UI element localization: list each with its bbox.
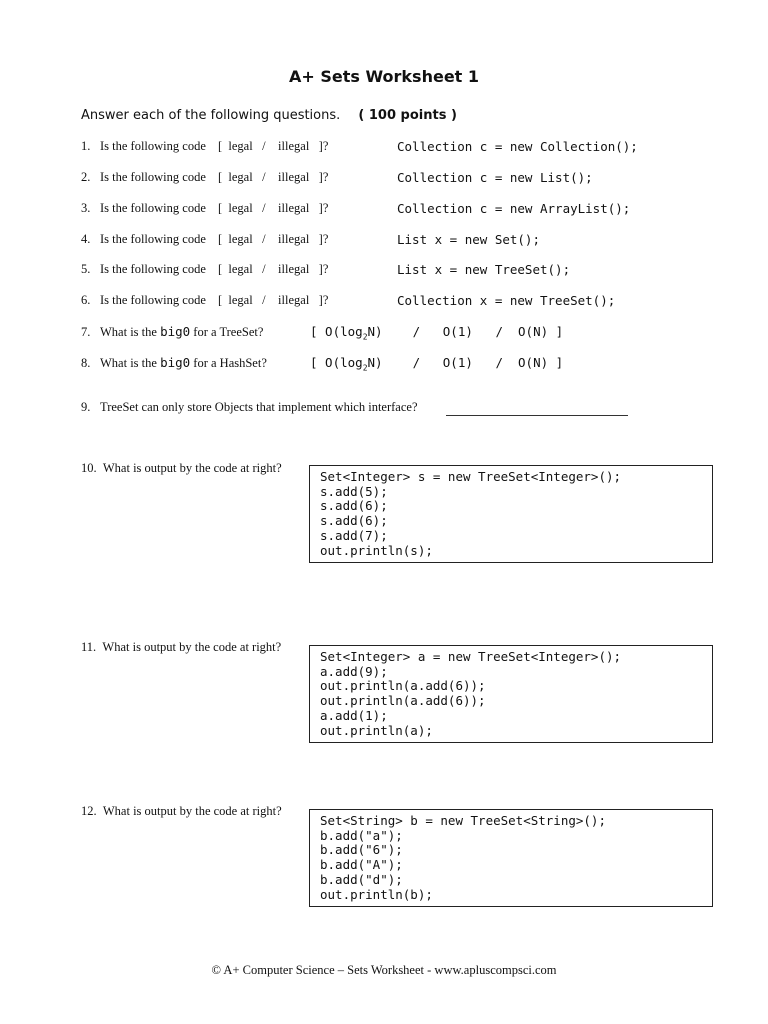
question-prompt-b: for a TreeSet? [190,325,264,339]
question-5 [81,262,571,277]
question-4 [81,232,540,247]
question-6 [81,293,616,308]
code-line: a.add(1); [320,707,388,723]
question-12 [81,804,282,819]
code-line: s.add(7); [320,527,388,543]
question-prompt: What is output by the code at right? [102,461,282,475]
code-line: out.println(a.add(6)); [320,678,486,694]
legal-illegal-choice: [ legal / illegal ]? [218,262,329,276]
question-number: 11. [81,640,97,654]
code-line: b.add("d"); [320,871,403,887]
legal-illegal-choice: [ legal / illegal ]? [218,232,329,246]
legal-illegal-choice: [ legal / illegal ]? [218,293,329,307]
code-line: Set<String> b = new TreeSet<String>(); [320,813,606,828]
question-number: 9. [81,400,91,414]
question-number: 8. [81,356,91,370]
code-snippet: Collection x = new TreeSet(); [397,293,616,308]
code-snippet: Collection c = new ArrayList(); [397,201,631,216]
question-prompt: Is the following code [100,170,206,184]
bigo-term: big0 [160,355,191,370]
question-prompt: Is the following code [100,293,206,307]
question-2 [81,170,593,185]
code-line: s.add(6); [320,498,388,514]
code-line: s.add(5); [320,483,388,499]
code-snippet: List x = new TreeSet(); [397,262,571,277]
code-line: s.add(6); [320,513,388,529]
question-10 [81,461,282,476]
code-line: Set<Integer> a = new TreeSet<Integer>(); [320,649,622,664]
code-line: a.add(9); [320,663,388,679]
question-prompt: Is the following code [100,262,206,276]
code-box-10 [309,465,713,563]
code-snippet: Collection c = new List(); [397,170,593,185]
question-prompt-b: for a HashSet? [190,356,267,370]
question-number: 5. [81,262,91,276]
question-9 [81,400,418,415]
legal-illegal-choice: [ legal / illegal ]? [218,170,329,184]
question-prompt-a: What is the [100,325,161,339]
code-snippet: Collection c = new Collection(); [397,139,638,154]
complexity-choice: [ $O(\log_2N)$ / O(1) / O(N) ] [310,355,564,373]
question-prompt: Is the following code [100,232,206,246]
question-number: 6. [81,293,91,307]
code-snippet: List x = new Set(); [397,232,540,247]
complexity-choice: [ $O(\log_2N)$ / O(1) / O(N) ] [310,324,564,342]
instructions-text: Answer each of the following questions. [81,108,341,123]
instructions [81,108,457,123]
question-number: 7. [81,325,91,339]
code-box-11 [309,645,713,743]
code-line: out.println(a.add(6)); [320,693,486,709]
question-number: 10. [81,461,97,475]
code-line: b.add("a"); [320,827,403,843]
question-number: 12. [81,804,97,818]
question-number: 2. [81,170,91,184]
question-prompt: What is output by the code at right? [102,804,282,818]
question-number: 4. [81,232,91,246]
question-3 [81,201,631,216]
question-prompt: Is the following code [100,201,206,215]
question-1 [81,139,638,154]
question-prompt: TreeSet can only store Objects that implement which interface? [100,400,418,414]
bigo-term: big0 [160,324,191,339]
page-footer: © A+ Computer Science – Sets Worksheet - www.apluscompsci.com [211,963,557,977]
code-line: out.println(b); [320,886,433,902]
points-label: ( 100 points ) [358,108,457,123]
question-7 [81,324,564,342]
question-11 [81,640,281,655]
legal-illegal-choice: [ legal / illegal ]? [218,139,329,153]
code-line: b.add("6"); [320,842,403,858]
question-8 [81,355,564,373]
question-number: 3. [81,201,91,215]
code-box-12 [309,809,713,907]
question-number: 1. [81,139,91,153]
worksheet-title: A+ Sets Worksheet 1 [288,67,480,86]
question-prompt: Is the following code [100,139,206,153]
question-prompt-a: What is the [100,356,161,370]
code-line: out.println(s); [320,542,433,558]
question-prompt: What is output by the code at right? [102,640,282,654]
code-line: Set<Integer> s = new TreeSet<Integer>(); [320,469,622,484]
legal-illegal-choice: [ legal / illegal ]? [218,201,329,215]
code-line: b.add("A"); [320,857,403,873]
code-line: out.println(a); [320,722,433,738]
answer-blank[interactable] [446,415,628,416]
